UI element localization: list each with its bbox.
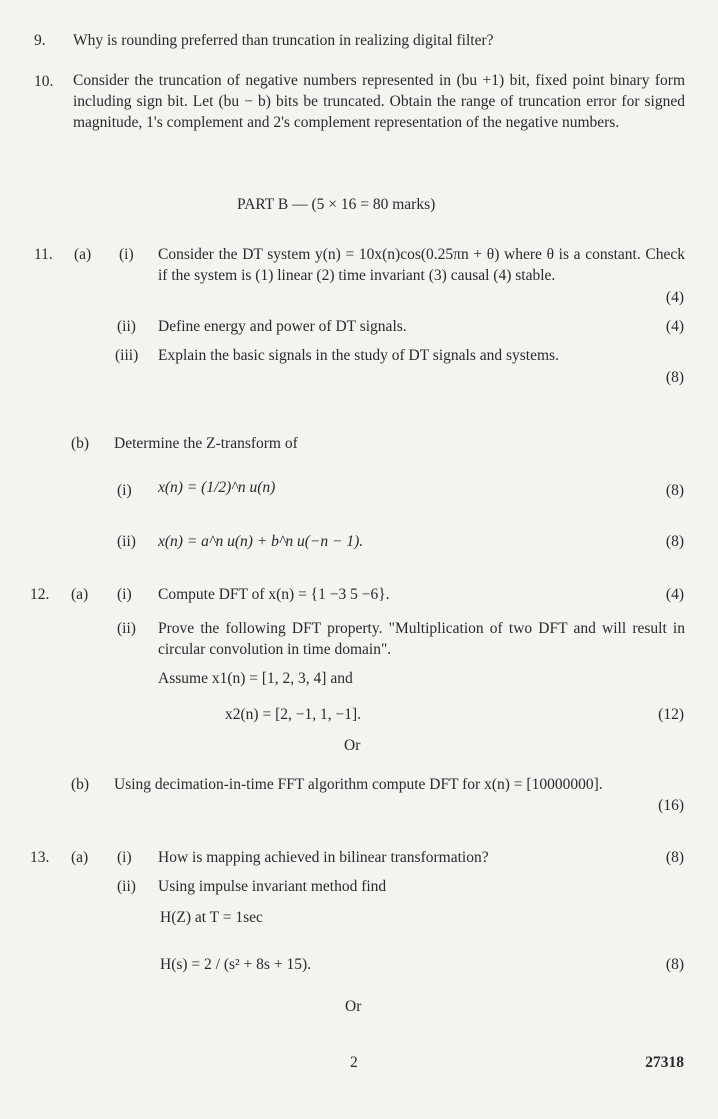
q10-number: 10. [34,73,54,90]
q11-a-iii-marks: (8) [665,369,684,386]
q11-b-i-expr: x(n) = (1/2)^n u(n) [158,479,276,496]
q12-b-text: Using decimation-in-time FFT algorithm compute DFT for x(n) = [10000000]. [114,776,603,793]
paper-code: 27318 [645,1054,684,1071]
q11-b-ii-marks: (8) [665,533,684,550]
q13-hs: H(s) = 2 / (s² + 8s + 15). [160,956,311,973]
q13-a-i-marks: (8) [665,849,684,866]
q11-a-i-label: (i) [119,246,134,263]
q12-or: Or [344,737,361,754]
q11-a-ii-label: (ii) [117,318,136,335]
page-number: 2 [350,1054,358,1071]
q12-a-i-marks: (4) [665,586,684,603]
q13-or: Or [345,998,362,1015]
part-b-heading: PART B — (5 × 16 = 80 marks) [237,196,436,213]
q12-b-marks: (16) [658,797,684,814]
q11-a-iii-text: Explain the basic signals in the study of DT signals and systems. [158,347,559,364]
q11-a-ii-marks: (4) [665,318,684,335]
q9-text: Why is rounding preferred than truncation in realizing digital filter? [73,32,494,49]
q11-a-i-text: Consider the DT system y(n) = 10x(n)cos(0.25πn + θ) where θ is a constant. Check if the system is (1) linear (2) time invariant (3) causal (4) stable. [158,246,685,284]
q12-number: 12. [30,586,50,603]
q13-a-ii-marks: (8) [665,956,684,973]
q13-a-i-text: How is mapping achieved in bilinear transformation? [158,849,489,866]
q12-a-ii-marks: (12) [658,706,684,723]
q12-a-label: (a) [71,586,89,603]
q12-a-ii-label: (ii) [117,620,136,637]
q11-a-label: (a) [74,246,92,263]
q12-a-i-text: Compute DFT of x(n) = {1 −3 5 −6}. [158,586,390,603]
q11-b-text: Determine the Z-transform of [114,435,298,452]
q11-b-i-marks: (8) [665,482,684,499]
q11-b-ii-label: (ii) [117,533,136,550]
q12-a-ii-text: Prove the following DFT property. "Multiplication of two DFT and will result in circular convolution in time domain". [158,620,685,658]
q11-a-ii-text: Define energy and power of DT signals. [158,318,407,335]
q9-number: 9. [34,32,46,49]
q11-a-iii-label: (iii) [115,347,139,364]
q13-number: 13. [30,849,50,866]
q11-number: 11. [34,246,53,263]
q10-text: Consider the truncation of negative numbers represented in (bu +1) bit, fixed point binary form including sign bit. Let (bu − b) bits be truncated. Obtain the range of truncation error for signed magnitude, 1's complement and 2's complement representation of the negative numbers. [73,72,685,131]
q13-hz: H(Z) at T = 1sec [160,909,263,926]
q11-b-label: (b) [71,435,90,452]
q13-a-label: (a) [71,849,89,866]
q11-b-i-label: (i) [117,482,132,499]
q11-b-ii-expr: x(n) = a^n u(n) + b^n u(−n − 1). [158,533,364,550]
q12-b-label: (b) [71,776,90,793]
q13-a-ii-label: (ii) [117,878,136,895]
q13-a-i-label: (i) [117,849,132,866]
q12-a-i-label: (i) [117,586,132,603]
q12-a-ii-x2: x2(n) = [2, −1, 1, −1]. [225,706,361,723]
q12-a-ii-assume: Assume x1(n) = [1, 2, 3, 4] and [158,670,353,687]
q13-a-ii-text: Using impulse invariant method find [158,878,387,895]
q11-a-i-marks: (4) [665,289,684,306]
